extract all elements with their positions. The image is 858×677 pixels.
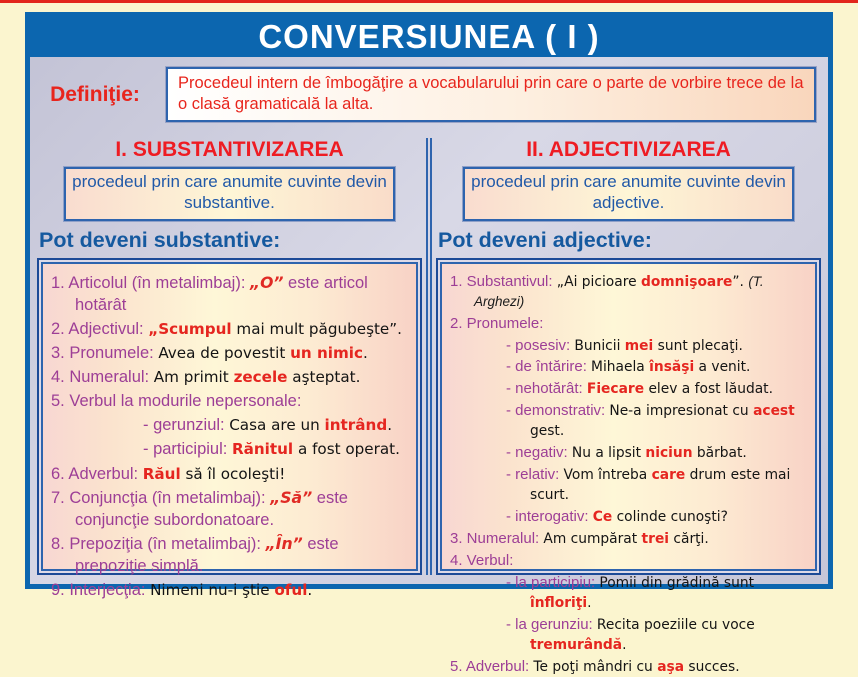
- text-segment-key: domnişoare: [640, 273, 733, 290]
- text-segment-label: - demonstrativ:: [506, 402, 610, 420]
- text-segment-key: mei: [624, 337, 654, 354]
- text-segment-label: 5. Adverbul:: [450, 657, 534, 675]
- top-red-edge-line: [0, 0, 858, 3]
- text-segment-label: este conjuncţie subordonatoare.: [75, 488, 348, 529]
- text-segment-example: Pomii din grădină sunt: [599, 574, 755, 591]
- text-segment-example: aşteptat.: [287, 368, 361, 387]
- text-segment-label: 3. Pronumele:: [51, 344, 159, 363]
- columns-container: [30, 130, 828, 675]
- list-box-outer: [37, 258, 422, 600]
- text-segment-key: Răul: [142, 464, 181, 483]
- text-segment-key: intrând: [324, 416, 388, 435]
- definition-label: Definiţie:: [50, 82, 140, 106]
- text-segment-example: Nimeni nu-i ştie: [150, 581, 275, 600]
- column-adjectivizarea: [436, 130, 821, 675]
- text-segment-key: care: [651, 467, 686, 484]
- list-item: [450, 272, 807, 312]
- text-segment-key: zecele: [233, 368, 288, 387]
- text-segment-label: este prepoziţie simplă.: [75, 534, 339, 575]
- text-segment-label: - participiul:: [143, 440, 232, 459]
- text-segment-example: a fost operat.: [293, 440, 400, 459]
- text-segment-label: - relativ:: [506, 466, 564, 484]
- list-item: [51, 390, 408, 412]
- text-segment-label: - nehotărât:: [506, 380, 587, 398]
- list-item: [450, 465, 807, 505]
- list-item: [450, 615, 807, 655]
- list-item: [450, 657, 807, 677]
- list-item: [51, 533, 408, 577]
- list-box: [440, 262, 817, 675]
- text-segment-example: Recita poeziile cu voce: [596, 616, 755, 633]
- text-segment-label: este articol hotărât: [75, 273, 368, 314]
- text-segment-example: elev a fost lăudat.: [644, 381, 773, 398]
- text-segment-cite: (T. Arghezi): [474, 273, 764, 309]
- text-segment-key: Ce: [592, 509, 613, 525]
- definition-section: [30, 57, 828, 130]
- list-item: [450, 379, 807, 399]
- text-segment-label: - interogativ:: [506, 508, 593, 525]
- list-item: [450, 529, 807, 549]
- text-segment-label: - la gerunziu:: [506, 615, 597, 633]
- text-segment-example: Ne-a impresionat cu: [609, 403, 754, 420]
- text-segment-key: acest: [753, 403, 795, 420]
- text-segment-key: Fiecare: [586, 381, 645, 398]
- text-segment-key: „Scumpul: [148, 319, 232, 338]
- text-segment-key: înfloriţi: [530, 594, 588, 611]
- definition-text-box: Procedeul intern de îmbogăţire a vocabularului prin care o parte de vorbire trece de la o clasă gramaticală la alta.: [166, 67, 816, 122]
- list-item: [450, 551, 807, 571]
- text-segment-label: 8. Prepoziţia (în metalimbaj):: [51, 534, 266, 553]
- list-item: [51, 438, 408, 460]
- text-segment-example: colinde cunoşti?: [612, 509, 728, 525]
- text-segment-example: .: [387, 416, 393, 435]
- text-segment-label: 3. Numeralul:: [450, 529, 544, 547]
- text-segment-example: Am cumpărat: [543, 530, 642, 547]
- text-segment-example: Te poţi mândri cu: [533, 658, 658, 675]
- list-item: [450, 357, 807, 377]
- list-item: [51, 366, 408, 388]
- text-segment-example: ”.: [732, 273, 749, 290]
- text-segment-label: 2. Adjectivul:: [51, 319, 149, 338]
- text-segment-label: 6. Adverbul:: [51, 464, 143, 483]
- text-segment-label: 9. Interjecţia:: [51, 581, 151, 600]
- title-bar: [30, 17, 828, 57]
- list-item: [450, 573, 807, 613]
- text-segment-label: 4. Numeralul:: [51, 368, 154, 387]
- text-segment-example: .: [362, 344, 368, 363]
- text-segment-key: aşa: [657, 658, 685, 675]
- text-segment-example: Vom întreba: [563, 467, 652, 484]
- text-segment-example: Am primit: [153, 368, 234, 387]
- text-segment-quote: „Să”: [270, 487, 313, 507]
- text-segment-example: cărţi.: [669, 530, 709, 547]
- list-item: [51, 318, 408, 340]
- text-segment-key: tremurândă: [530, 636, 623, 653]
- text-segment-label: - la participiu:: [506, 573, 600, 591]
- list-item: [450, 336, 807, 356]
- text-segment-example: .: [587, 594, 592, 611]
- list-item: [51, 463, 408, 485]
- page-title: CONVERSIUNEA ( I ): [258, 18, 600, 55]
- text-segment-example: succes.: [684, 658, 740, 675]
- column-heading: I. SUBSTANTIVIZAREA: [115, 138, 344, 162]
- list-item: [51, 487, 408, 531]
- text-segment-quote: „O”: [249, 272, 284, 292]
- column-subheading-box: procedeul prin care anumite cuvinte devin substantive.: [64, 167, 395, 220]
- text-segment-label: 2. Pronumele:: [450, 314, 544, 332]
- list-item: [51, 272, 408, 316]
- text-segment-label: 1. Articolul (în metalimbaj):: [51, 273, 250, 292]
- text-segment-label: 1. Substantivul:: [450, 272, 557, 290]
- text-segment-label: - de întărire:: [506, 358, 592, 376]
- text-segment-example: .: [307, 581, 313, 600]
- text-segment-key: însăşi: [649, 359, 695, 376]
- text-segment-example: gest.: [530, 423, 565, 440]
- column-substantivizarea: [37, 130, 422, 600]
- column-list-title: Pot deveni substantive:: [39, 227, 281, 252]
- text-segment-example: mai mult păgubeşte”.: [231, 319, 402, 338]
- text-segment-example: Nu a lipsit: [571, 445, 646, 462]
- text-segment-label: - negativ:: [506, 444, 572, 462]
- column-divider: [425, 138, 433, 575]
- column-subheading-box: procedeul prin care anumite cuvinte devin adjective.: [463, 167, 794, 220]
- list-item: [450, 401, 807, 441]
- text-segment-example: bărbat.: [692, 445, 747, 462]
- text-segment-key: niciun: [645, 445, 693, 462]
- text-segment-key: trei: [641, 530, 670, 547]
- list-item: [450, 443, 807, 463]
- list-box: [41, 262, 418, 600]
- list-item: [51, 414, 408, 436]
- text-segment-key: oful: [274, 581, 308, 600]
- text-segment-example: drum este mai scurt.: [530, 467, 791, 504]
- list-item: [450, 507, 807, 527]
- list-box-outer: [436, 258, 821, 675]
- text-segment-example: „Ai picioare: [556, 273, 641, 290]
- text-segment-example: Avea de povestit: [158, 344, 291, 363]
- text-segment-key: un nimic: [290, 344, 363, 363]
- text-segment-label: 4. Verbul:: [450, 551, 514, 569]
- text-segment-label: 5. Verbul la modurile nepersonale:: [51, 392, 302, 411]
- column-heading: II. ADJECTIVIZAREA: [526, 138, 731, 162]
- text-segment-example: Mihaela: [591, 359, 650, 376]
- text-segment-quote: „În”: [265, 533, 303, 553]
- text-segment-key: Rănitul: [231, 440, 294, 459]
- text-segment-example: .: [622, 636, 627, 653]
- text-segment-label: 7. Conjuncţia (în metalimbaj):: [51, 488, 271, 507]
- text-segment-example: Bunicii: [574, 337, 625, 354]
- text-segment-example: sunt plecaţi.: [653, 337, 743, 354]
- text-segment-label: - gerunziul:: [143, 416, 230, 435]
- column-list-title: Pot deveni adjective:: [438, 227, 652, 252]
- list-item: [51, 342, 408, 364]
- text-segment-example: Casa are un: [229, 416, 325, 435]
- poster-panel: [25, 12, 833, 675]
- list-item: [450, 314, 807, 334]
- text-segment-example: a venit.: [694, 359, 751, 376]
- text-segment-example: să îl ocoleşti!: [180, 464, 286, 483]
- text-segment-label: - posesiv:: [506, 336, 575, 354]
- list-item: [51, 579, 408, 601]
